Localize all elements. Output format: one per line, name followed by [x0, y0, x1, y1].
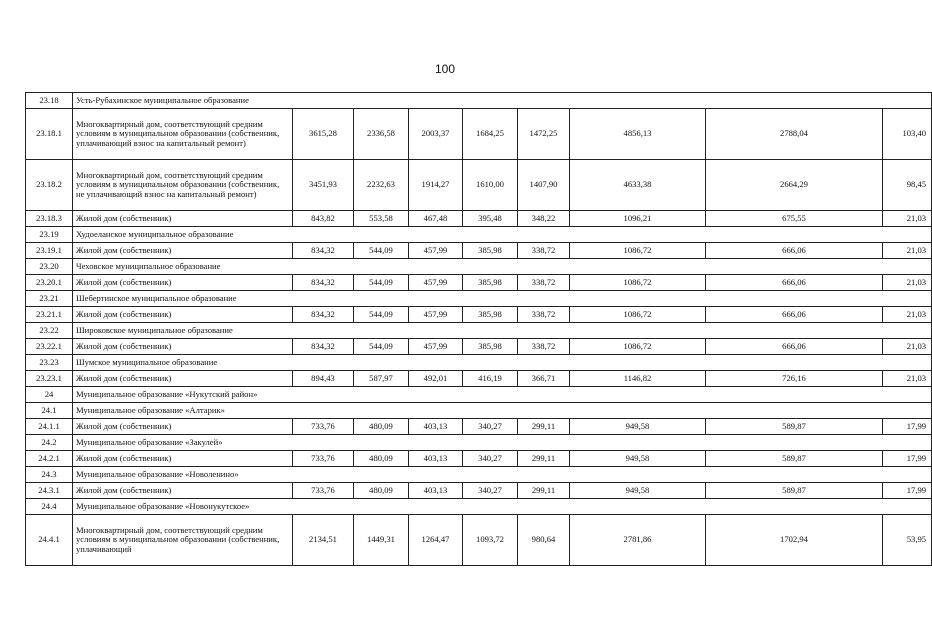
- row-code: 24.1.1: [26, 419, 73, 435]
- row-value: 338,72: [518, 275, 570, 291]
- row-value: 385,98: [463, 307, 518, 323]
- section-title: Муниципальное образование «Нукутский район»: [73, 387, 932, 403]
- row-description: Жилой дом (собственник): [73, 243, 293, 259]
- section-code: 24.4: [26, 499, 73, 515]
- row-value: 843,82: [293, 211, 354, 227]
- row-value: 1146,82: [570, 371, 706, 387]
- page-number: 100: [434, 62, 456, 76]
- row-value: 1684,25: [463, 109, 518, 160]
- row-value: 1264,47: [409, 515, 463, 566]
- section-row: [26, 355, 932, 371]
- table-row: [26, 419, 932, 435]
- row-value: 2781,86: [570, 515, 706, 566]
- row-description: Жилой дом (собственник): [73, 419, 293, 435]
- row-value: 544,09: [354, 307, 409, 323]
- row-value: 467,48: [409, 211, 463, 227]
- row-value: 666,06: [706, 243, 883, 259]
- row-code: 23.18.3: [26, 211, 73, 227]
- section-row: [26, 435, 932, 451]
- section-row: [26, 323, 932, 339]
- row-value: 103,40: [883, 109, 932, 160]
- row-description: Жилой дом (собственник): [73, 451, 293, 467]
- row-value: 1449,31: [354, 515, 409, 566]
- row-value: 457,99: [409, 339, 463, 355]
- tariff-table: [25, 92, 932, 566]
- row-value: 395,48: [463, 211, 518, 227]
- row-value: 1610,00: [463, 160, 518, 211]
- row-value: 403,13: [409, 451, 463, 467]
- row-value: 834,32: [293, 275, 354, 291]
- section-title: Шебертинское муниципальное образование: [73, 291, 932, 307]
- row-value: 17,99: [883, 419, 932, 435]
- section-code: 23.19: [26, 227, 73, 243]
- row-value: 457,99: [409, 243, 463, 259]
- section-code: 24: [26, 387, 73, 403]
- row-description: Жилой дом (собственник): [73, 275, 293, 291]
- row-description: Многоквартирный дом, соответствующий средним условиям в муниципальном образовании (собственник, не уплачивающий взнос на капитальный ремонт): [73, 160, 293, 211]
- row-code: 24.2.1: [26, 451, 73, 467]
- table-row: [26, 515, 932, 566]
- row-value: 366,71: [518, 371, 570, 387]
- row-value: 457,99: [409, 275, 463, 291]
- section-title: Чеховское муниципальное образование: [73, 259, 932, 275]
- row-value: 21,03: [883, 371, 932, 387]
- section-row: [26, 227, 932, 243]
- row-value: 21,03: [883, 307, 932, 323]
- row-value: 2003,37: [409, 109, 463, 160]
- section-title: Муниципальное образование «Алтарик»: [73, 403, 932, 419]
- row-value: 949,58: [570, 451, 706, 467]
- row-value: 1472,25: [518, 109, 570, 160]
- table-row: [26, 483, 932, 499]
- row-value: 1086,72: [570, 243, 706, 259]
- row-value: 480,09: [354, 451, 409, 467]
- row-value: 553,58: [354, 211, 409, 227]
- row-value: 834,32: [293, 307, 354, 323]
- row-value: 589,87: [706, 483, 883, 499]
- section-row: [26, 93, 932, 109]
- row-value: 403,13: [409, 419, 463, 435]
- row-value: 2664,29: [706, 160, 883, 211]
- table-row: [26, 371, 932, 387]
- row-value: 457,99: [409, 307, 463, 323]
- row-code: 23.21.1: [26, 307, 73, 323]
- section-code: 24.1: [26, 403, 73, 419]
- table-row: [26, 307, 932, 323]
- row-value: 2788,04: [706, 109, 883, 160]
- section-row: [26, 403, 932, 419]
- row-value: 338,72: [518, 339, 570, 355]
- row-value: 834,32: [293, 243, 354, 259]
- section-title: Муниципальное образование «Новоленино»: [73, 467, 932, 483]
- row-value: 587,97: [354, 371, 409, 387]
- row-description: Жилой дом (собственник): [73, 483, 293, 499]
- row-value: 1086,72: [570, 307, 706, 323]
- row-value: 894,43: [293, 371, 354, 387]
- row-value: 53,95: [883, 515, 932, 566]
- row-value: 666,06: [706, 307, 883, 323]
- row-value: 416,19: [463, 371, 518, 387]
- row-value: 492,01: [409, 371, 463, 387]
- row-value: 1407,90: [518, 160, 570, 211]
- row-value: 1096,21: [570, 211, 706, 227]
- section-title: Усть-Рубахинское муниципальное образование: [73, 93, 932, 109]
- row-code: 23.22.1: [26, 339, 73, 355]
- row-description: Жилой дом (собственник): [73, 307, 293, 323]
- row-value: 589,87: [706, 419, 883, 435]
- section-title: Широковское муниципальное образование: [73, 323, 932, 339]
- row-code: 24.4.1: [26, 515, 73, 566]
- section-title: Шумское муниципальное образование: [73, 355, 932, 371]
- row-value: 949,58: [570, 419, 706, 435]
- row-value: 299,11: [518, 419, 570, 435]
- row-value: 480,09: [354, 419, 409, 435]
- row-value: 21,03: [883, 339, 932, 355]
- row-value: 98,45: [883, 160, 932, 211]
- row-value: 4856,13: [570, 109, 706, 160]
- row-code: 23.19.1: [26, 243, 73, 259]
- table-row: [26, 451, 932, 467]
- row-code: 23.20.1: [26, 275, 73, 291]
- row-value: 338,72: [518, 243, 570, 259]
- row-value: 21,03: [883, 243, 932, 259]
- section-title: Худоеланское муниципальное образование: [73, 227, 932, 243]
- row-value: 544,09: [354, 275, 409, 291]
- row-value: 340,27: [463, 483, 518, 499]
- row-value: 1093,72: [463, 515, 518, 566]
- row-value: 1914,27: [409, 160, 463, 211]
- section-code: 23.23: [26, 355, 73, 371]
- row-value: 4633,38: [570, 160, 706, 211]
- row-description: Многоквартирный дом, соответствующий средним условиям в муниципальном образовании (собственник, уплачивающий: [73, 515, 293, 566]
- section-code: 23.22: [26, 323, 73, 339]
- row-value: 733,76: [293, 419, 354, 435]
- row-description: Жилой дом (собственник): [73, 371, 293, 387]
- row-value: 834,32: [293, 339, 354, 355]
- row-value: 480,09: [354, 483, 409, 499]
- section-row: [26, 387, 932, 403]
- row-value: 666,06: [706, 339, 883, 355]
- section-row: [26, 291, 932, 307]
- row-value: 589,87: [706, 451, 883, 467]
- row-value: 340,27: [463, 419, 518, 435]
- row-description: Жилой дом (собственник): [73, 339, 293, 355]
- section-code: 23.18: [26, 93, 73, 109]
- row-value: 1086,72: [570, 339, 706, 355]
- row-value: 17,99: [883, 483, 932, 499]
- row-value: 299,11: [518, 483, 570, 499]
- row-value: 17,99: [883, 451, 932, 467]
- row-value: 348,22: [518, 211, 570, 227]
- row-value: 299,11: [518, 451, 570, 467]
- row-description: Многоквартирный дом, соответствующий средним условиям в муниципальном образовании (собственник, уплачивающий взнос на капитальный ремонт): [73, 109, 293, 160]
- row-value: 675,55: [706, 211, 883, 227]
- section-code: 23.21: [26, 291, 73, 307]
- row-value: 385,98: [463, 339, 518, 355]
- table-row: [26, 160, 932, 211]
- section-title: Муниципальное образование «Новонукутское»: [73, 499, 932, 515]
- row-value: 2336,58: [354, 109, 409, 160]
- row-value: 544,09: [354, 243, 409, 259]
- row-value: 726,16: [706, 371, 883, 387]
- section-code: 24.2: [26, 435, 73, 451]
- table-row: [26, 243, 932, 259]
- row-value: 2134,51: [293, 515, 354, 566]
- row-description: Жилой дом (собственник): [73, 211, 293, 227]
- row-value: 666,06: [706, 275, 883, 291]
- row-value: 340,27: [463, 451, 518, 467]
- row-value: 949,58: [570, 483, 706, 499]
- row-value: 21,03: [883, 211, 932, 227]
- row-value: 733,76: [293, 451, 354, 467]
- section-code: 23.20: [26, 259, 73, 275]
- row-value: 385,98: [463, 243, 518, 259]
- table-row: [26, 211, 932, 227]
- row-code: 23.23.1: [26, 371, 73, 387]
- section-row: [26, 259, 932, 275]
- row-code: 23.18.2: [26, 160, 73, 211]
- row-value: 3451,93: [293, 160, 354, 211]
- row-value: 21,03: [883, 275, 932, 291]
- section-row: [26, 467, 932, 483]
- row-value: 544,09: [354, 339, 409, 355]
- row-value: 385,98: [463, 275, 518, 291]
- row-value: 2232,63: [354, 160, 409, 211]
- row-code: 23.18.1: [26, 109, 73, 160]
- section-code: 24.3: [26, 467, 73, 483]
- section-row: [26, 499, 932, 515]
- row-value: 3615,28: [293, 109, 354, 160]
- section-title: Муниципальное образование «Закулей»: [73, 435, 932, 451]
- table-row: [26, 275, 932, 291]
- row-value: 733,76: [293, 483, 354, 499]
- table-row: [26, 339, 932, 355]
- table-body: [26, 93, 932, 566]
- row-value: 1086,72: [570, 275, 706, 291]
- row-value: 403,13: [409, 483, 463, 499]
- row-value: 1702,94: [706, 515, 883, 566]
- row-value: 980,64: [518, 515, 570, 566]
- table-row: [26, 109, 932, 160]
- row-value: 338,72: [518, 307, 570, 323]
- row-code: 24.3.1: [26, 483, 73, 499]
